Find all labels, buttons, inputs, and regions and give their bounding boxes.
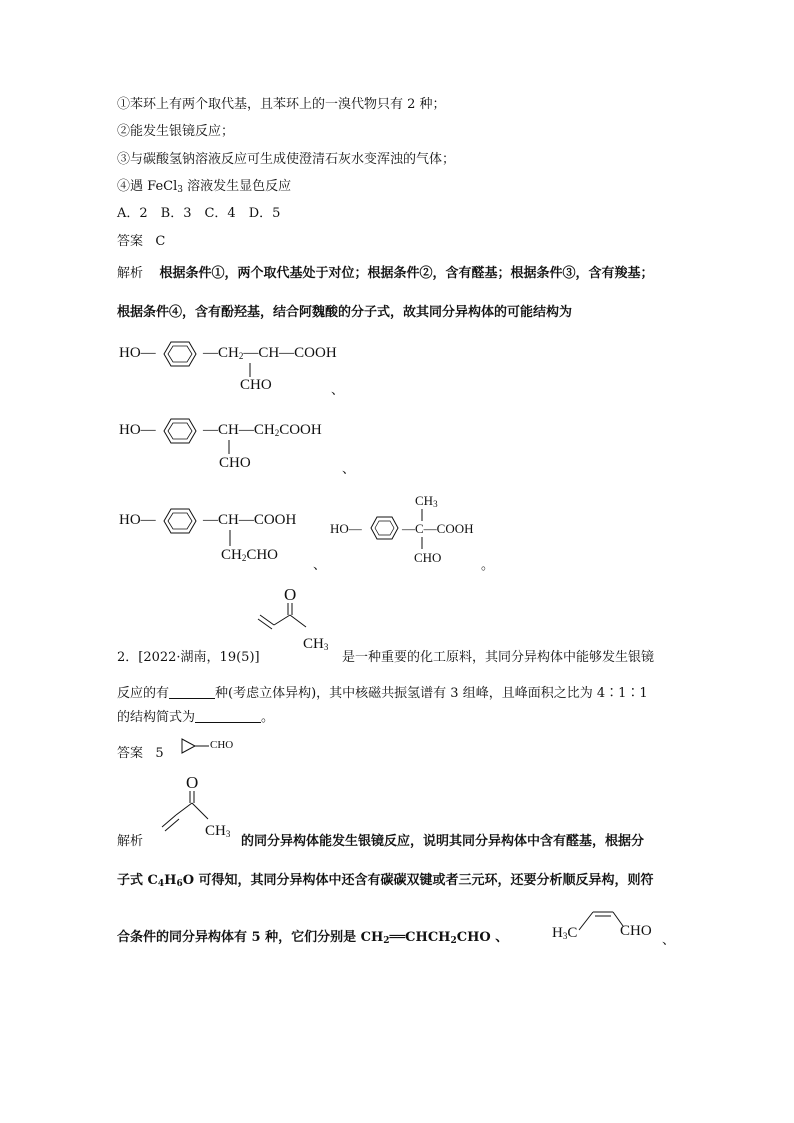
bond-line bbox=[421, 537, 423, 549]
question-2-text-b: 反应的有 种(考虑立体异构)，其中核磁共振氢谱有 3 组峰，且峰面积之比为 4∶1∶1 bbox=[117, 686, 648, 701]
cyclopropane-icon bbox=[181, 738, 211, 756]
skeletal-bonds bbox=[258, 603, 308, 643]
analysis-1-line-2: 根据条件④，含有酚羟基，结合阿魏酸的分子式，故其同分异构体的可能结构为 bbox=[117, 305, 573, 320]
bond-line bbox=[228, 440, 230, 454]
document-page: ①苯环上有两个取代基，且苯环上的一溴代物只有 2 种； ②能发生银镜反应； ③与碳酸氢钠溶液反应可生成使澄清石灰水变浑浊的气体； ④遇 FeCl$_3$ 溶液发生显色反应 A．2 B．3 C．4 D．5 答案 C 解析 根据条件①，两个取代基处于对位；根据条件②，含有醛基；根据条件③，含有羧基； 根据条件④，含有酚羟基，结合阿魏酸的分子式，故其同分异构体的可能结构为 HO— $—CH_2—CH—COOH$ CHO 、 HO— $—CH—CH_2COOH$ CHO 、 HO— —CH—COOH $CH_2CHO$ 、 $CH_3$ HO— —C—COOH CHO 。 2．[2022·湖南，19(5)] O $CH_3$ 是一种重要的化工原料，其同分异构体中能够发生银镜 反应的有 种(考虑立体异构)，其中核磁共振氢谱有 3 组峰，且峰面积之比为 4∶1∶1 的结构简式为 。 答案 5 CHO 解析 O $CH_3$ 的同分异构体能发生银镜反应，说明其同分异构体中含有醛基，根据分 子式 $C_4H_6O$ 可得知，其同分异构体中还含有碳碳双键或者三元环，还要分析顺反异构，则符 合条件的同分异构体有 5 种，它们分别是 $CH_2══CHCH_2CHO$ 、 $H_3C$ CHO 、 bbox=[117, 97, 676, 948]
condition-3: ③与碳酸氢钠溶液反应可生成使澄清石灰水变浑浊的气体； bbox=[117, 152, 456, 167]
benzene-ring-icon bbox=[157, 418, 203, 444]
analysis-2-label: 解析 bbox=[117, 834, 144, 849]
benzene-ring-icon bbox=[157, 341, 203, 367]
bond-line bbox=[421, 509, 423, 521]
benzene-ring-icon bbox=[365, 516, 405, 540]
answer-blank-2[interactable] bbox=[195, 710, 261, 723]
skeletal-bonds bbox=[160, 791, 210, 831]
question-2-source: 2．[2022·湖南，19(5)] bbox=[117, 650, 260, 665]
answer-options: A．2 B．3 C．4 D．5 bbox=[117, 206, 281, 221]
bond-line bbox=[229, 530, 231, 546]
question-2-text-c: 的结构简式为 。 bbox=[117, 710, 275, 725]
answer-1: 答案 C bbox=[117, 234, 166, 249]
condition-2: ②能发生银镜反应； bbox=[117, 124, 235, 139]
analysis-2-line-2: 子式 $C_4H_6O$ 可得知，其同分异构体中还含有碳碳双键或者三元环，还要分析顺反异构，则符 bbox=[117, 873, 654, 889]
answer-blank-1[interactable] bbox=[169, 686, 215, 699]
benzene-ring-icon bbox=[157, 508, 203, 534]
condition-1: ①苯环上有两个取代基，且苯环上的一溴代物只有 2 种； bbox=[117, 97, 446, 112]
analysis-2-line-1: 的同分异构体能发生银镜反应，说明其同分异构体中含有醛基，根据分 bbox=[241, 834, 645, 849]
condition-4: ④遇 FeCl$_3$ 溶液发生显色反应 bbox=[117, 179, 292, 195]
question-2-text-a: 是一种重要的化工原料，其同分异构体中能够发生银镜 bbox=[342, 650, 655, 665]
analysis-1-line-1: 解析 根据条件①，两个取代基处于对位；根据条件②，含有醛基；根据条件③，含有羧基； bbox=[117, 266, 654, 281]
analysis-2-line-3: 合条件的同分异构体有 5 种，它们分别是 $CH_2══CHCH_2CHO$ 、 bbox=[117, 930, 509, 946]
bond-line bbox=[249, 363, 251, 377]
